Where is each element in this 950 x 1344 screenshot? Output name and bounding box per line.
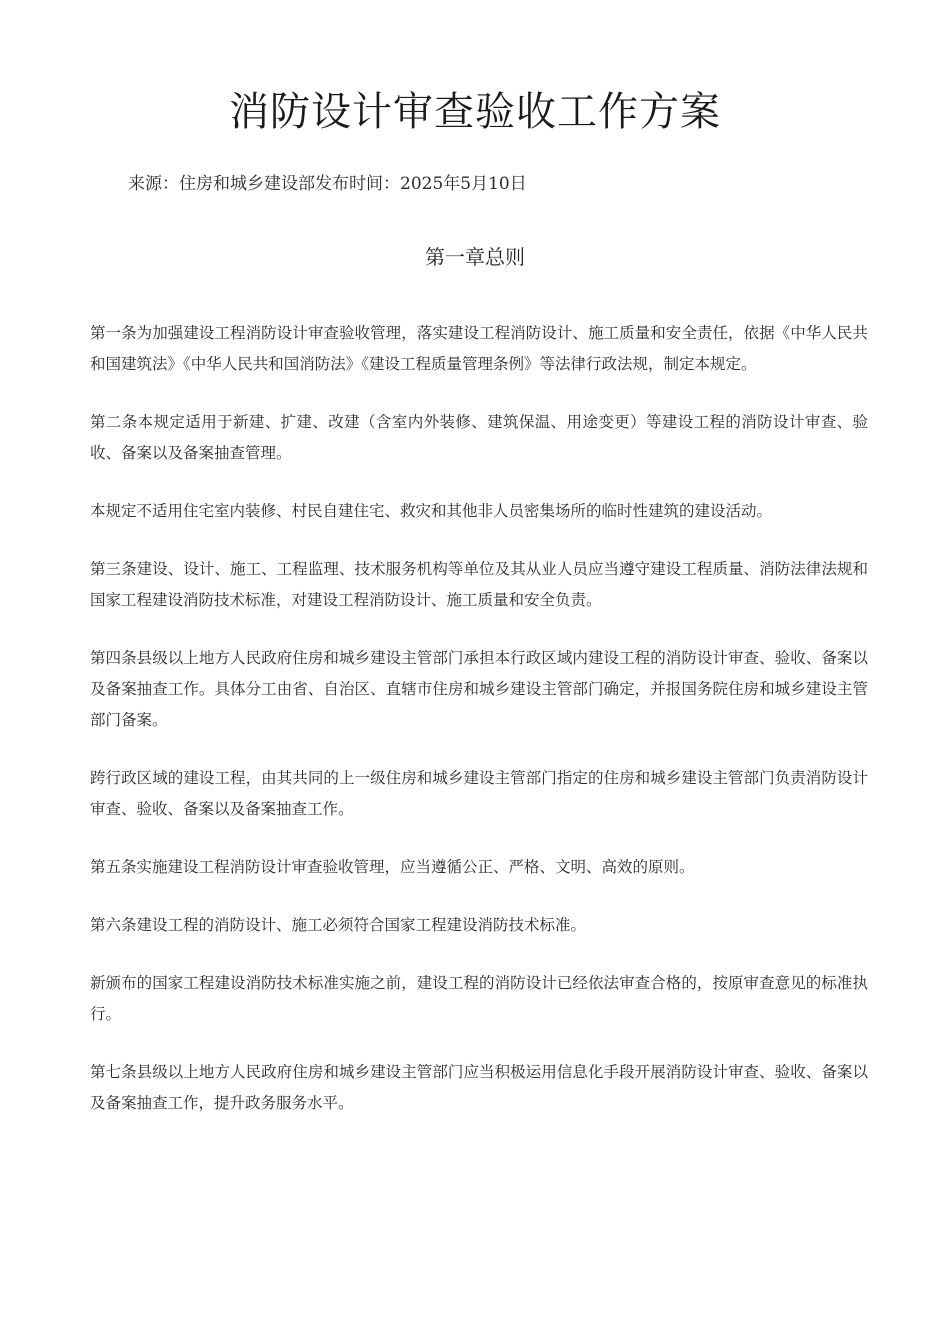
article-4-cross-region-paragraph: 跨行政区域的建设工程，由其共同的上一级住房和城乡建设主管部门指定的住房和城乡建设主管部门负责消防设计审查、验收、备案以及备案抽查工作。 (90, 769, 868, 818)
article-1-paragraph: 第一条为加强建设工程消防设计审查验收管理，落实建设工程消防设计、施工质量和安全责任，依据《中华人民共和国建筑法》《中华人民共和国消防法》《建设工程质量管理条例》等法律行政法规，制定本规定。 (90, 324, 868, 373)
article-5-paragraph: 第五条实施建设工程消防设计审查验收管理，应当遵循公正、严格、文明、高效的原则。 (90, 858, 695, 876)
article-7-paragraph: 第七条县级以上地方人民政府住房和城乡建设主管部门应当积极运用信息化手段开展消防设计审查、验收、备案以及备案抽查工作，提升政务服务水平。 (90, 1063, 868, 1112)
article-2-paragraph: 第二条本规定适用于新建、扩建、改建（含室内外装修、建筑保温、用途变更）等建设工程的消防设计审查、验收、备案以及备案抽查管理。 (90, 413, 868, 462)
chapter-heading: 第一章总则 (425, 245, 525, 269)
article-3-paragraph: 第三条建设、设计、施工、工程监理、技术服务机构等单位及其从业人员应当遵守建设工程质量、消防法律法规和国家工程建设消防技术标准，对建设工程消防设计、施工质量和安全负责。 (90, 560, 868, 609)
article-4-paragraph: 第四条县级以上地方人民政府住房和城乡建设主管部门承担本行政区域内建设工程的消防设计审查、验收、备案以及备案抽查工作。具体分工由省、自治区、直辖市住房和城乡建设主管部门确定，并报国务院住房和城乡建设主管部门备案。 (90, 649, 868, 729)
article-6-paragraph: 第六条建设工程的消防设计、施工必须符合国家工程建设消防技术标准。 (90, 916, 587, 934)
article-2-exclusion-paragraph: 本规定不适用住宅室内装修、村民自建住宅、救灾和其他非人员密集场所的临时性建筑的建设活动。 (90, 502, 773, 520)
document-body (90, 318, 868, 1146)
document-title: 消防设计审查验收工作方案 (229, 89, 721, 135)
article-6-standard-paragraph: 新颁布的国家工程建设消防技术标准实施之前，建设工程的消防设计已经依法审查合格的，按原审查意见的标准执行。 (90, 974, 868, 1023)
source-line: 来源：住房和城乡建设部发布时间：2025年5月10日 (128, 174, 527, 194)
